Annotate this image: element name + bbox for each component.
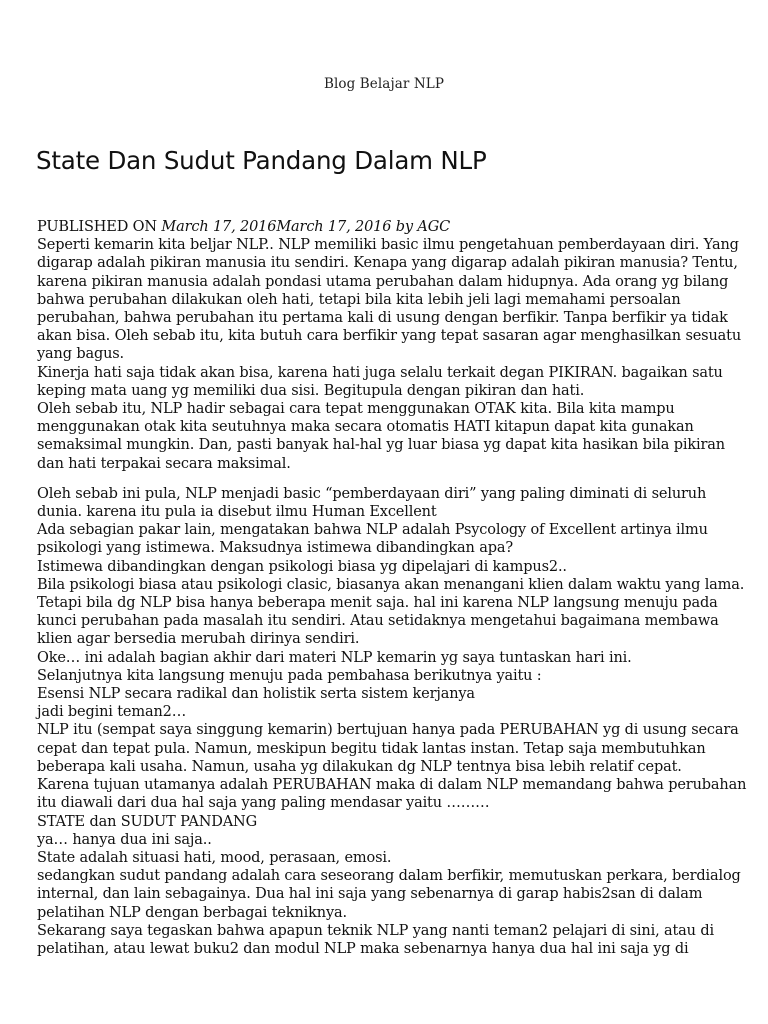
paragraph: ya… hanya dua ini saja.. [37, 831, 212, 848]
paragraph: NLP itu (sempat saya singgung kemarin) bertujuan hanya pada PERUBAHAN yg di usung secara cepat dan tepat pula. Namun, meskipun begitu tidak lantas instan. Tetap saja membutuhkan beberapa kali usaha. Namun, usaha yg dilakukan dg NLP tentnya bisa lebih relatif cepat. [37, 722, 739, 775]
paragraph: Ada sebagian pakar lain, mengatakan bahwa NLP adalah Psycology of Excellent artinya ilmu psikologi yang istimewa. Maksudnya istimewa dibandingkan apa? [37, 522, 708, 557]
post-meta [37, 218, 753, 236]
paragraph: Istimewa dibandingkan dengan psikologi biasa yg dipelajari di kampus2.. [37, 558, 567, 575]
post-title: State Dan Sudut Pandang Dalam NLP [36, 146, 487, 175]
paragraph: Bila psikologi biasa atau psikologi clasic, biasanya akan menangani klien dalam waktu yang lama. Tetapi bila dg NLP bisa hanya beberapa menit saja. hal ini karena NLP langsung menuju pada kunci perubahan pada masalah itu sendiri. Atau setidaknya mengetahui bagaimana membawa klien agar bersedia merubah dirinya sendiri. [37, 576, 745, 648]
paragraph: Karena tujuan utamanya adalah PERUBAHAN maka di dalam NLP memandang bahwa perubahan itu diawali dari dua hal saja yang paling mendasar yaitu ……… [37, 777, 747, 812]
paragraph: State adalah situasi hati, mood, perasaan, emosi. [37, 849, 392, 866]
paragraph: sedangkan sudut pandang adalah cara seseorang dalam berfikir, memutuskan perkara, berdialog internal, dan lain sebagainya. Dua hal ini saja yang sebenarnya di garap habis2san di dalam pelatihan NLP dengan berbagai tekniknya. [37, 868, 741, 921]
published-label: PUBLISHED ON [37, 219, 162, 235]
paragraph: Sekarang saya tegaskan bahwa apapun teknik NLP yang nanti teman2 pelajari di sini, atau di pelatihan, atau lewat buku2 dan modul NLP maka sebenarnya hanya dua hal ini saja yg di [37, 922, 714, 957]
site-title[interactable]: Blog Belajar NLP [323, 76, 444, 92]
date-updated: March 17, 2016 [276, 219, 392, 235]
paragraph: Oleh sebab ini pula, NLP menjadi basic “pemberdayaan diri” yang paling diminati di seluruh dunia. karena itu pula ia disebut ilmu Human Excellent [37, 485, 707, 521]
paragraph-gap [37, 473, 753, 485]
by-label: by [391, 219, 418, 235]
paragraph: Selanjutnya kita langsung menuju pada pembahasa berikutnya yaitu : [37, 667, 542, 684]
author-link[interactable]: AGC [417, 219, 451, 235]
paragraph: Esensi NLP secara radikal dan holistik serta sistem kerjanya [37, 686, 475, 703]
paragraph: Oleh sebab itu, NLP hadir sebagai cara tepat menggunakan OTAK kita. Bila kita mampu menggunakan otak kita seutuhnya maka secara otomatis HATI kitapun dapat kita gunakan semaksimal mungkin. Dan, pasti banyak hal-hal yg luar biasa yg dapat kita hasikan bila pikiran dan hati terpakai secara maksimal. [37, 401, 725, 472]
paragraph: Seperti kemarin kita beljar NLP.. NLP memiliki basic ilmu pengetahuan pemberdayaan diri. Yang digarap adalah pikiran manusia itu sendiri. Kenapa yang digarap adalah pikiran manusia? Tentu, karena pikiran manusia adalah pondasi utama perubahan dalam hidupnya. Ada orang yg bilang bahwa perubahan dilakukan oleh hati, tetapi bila kita lebih jeli lagi memahami persoalan perubahan, bahwa perubahan itu pertama kali di usung dengan berfikir. Tanpa berfikir ya tidak akan bisa. Oleh sebab itu, kita butuh cara berfikir yang tepat sasaran agar menghasilkan sesuatu yang bagus. [37, 237, 742, 363]
paragraph: Oke… ini adalah bagian akhir dari materi NLP kemarin yg saya tuntaskan hari ini. [37, 649, 632, 666]
post-content [37, 218, 753, 958]
paragraph: STATE dan SUDUT PANDANG [37, 813, 258, 830]
paragraph: Kinerja hati saja tidak akan bisa, karena hati juga selalu terkait degan PIKIRAN. bagaikan satu keping mata uang yg memiliki dua sisi. Begitupula dengan pikiran dan hati. [37, 364, 723, 399]
date-published[interactable]: March 17, 2016 [161, 219, 277, 235]
paragraph: jadi begini teman2… [37, 704, 187, 721]
